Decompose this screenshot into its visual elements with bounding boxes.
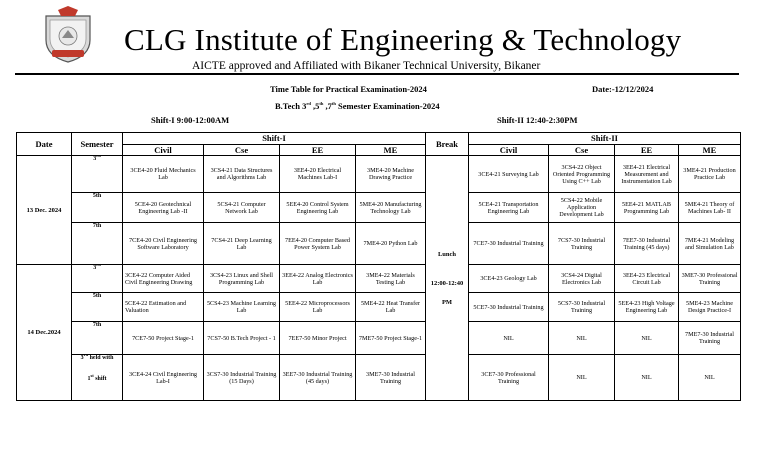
semester-cell: 3rd (72, 265, 123, 293)
exam-cell: 5ME4-22 Heat Transfer Lab (356, 293, 426, 322)
exam-cell: 5EE4-21 MATLAB Programming Lab (615, 193, 679, 223)
semester-cell: 7th (72, 322, 123, 355)
exam-cell: 3CE4-20 Fluid Mechanics Lab (123, 156, 204, 193)
header-divider (15, 73, 739, 75)
institute-name: CLG Institute of Engineering & Technology (124, 22, 682, 57)
table-row (17, 193, 741, 223)
table-row (17, 355, 741, 401)
exam-cell: 3EE4-20 Electrical Machines Lab-I (280, 156, 356, 193)
shift2-ee-header: EE (615, 145, 679, 156)
exam-cell: 7CS7-50 B.Tech Project - 1 (204, 322, 280, 355)
break-time: 12:00-12:40 (430, 279, 464, 287)
exam-cell: 3CS4-21 Data Structures and Algorithms Lab (204, 156, 280, 193)
exam-cell: 7ME4-20 Python Lab (356, 223, 426, 265)
exam-cell: 3CE4-21 Surveying Lab (469, 156, 549, 193)
shift1-timing: Shift-I 9:00-12:00AM (151, 115, 230, 125)
exam-cell: 7ME7-50 Project Stage-1 (356, 322, 426, 355)
exam-cell: 3CS4-23 Linux and Shell Programming Lab (204, 265, 280, 293)
exam-cell: 5CE4-22 Estimation and Valuation (123, 293, 204, 322)
exam-cell: 5CS4-21 Computer Network Lab (204, 193, 280, 223)
shift2-civil-header: Civil (469, 145, 549, 156)
break-lunch: Lunch (437, 250, 457, 258)
shift1-ee-header: EE (280, 145, 356, 156)
exam-cell: 5CS7-30 Industrial Training (549, 293, 615, 322)
semester-cell: 5th (72, 193, 123, 223)
exam-cell: 7EE7-50 Minor Project (280, 322, 356, 355)
exam-cell: 3ME4-22 Materials Testing Lab (356, 265, 426, 293)
institute-logo (40, 6, 96, 64)
exam-cell: 5CE4-21 Transportation Engineering Lab (469, 193, 549, 223)
exam-cell: 5EE4-22 Microprocessors Lab (280, 293, 356, 322)
exam-cell: NIL (679, 355, 741, 401)
exam-cell: 3EE7-30 Industrial Training (45 days) (280, 355, 356, 401)
shift2-me-header: ME (679, 145, 741, 156)
table-row (17, 223, 741, 265)
exam-cell: 7ME7-30 Industrial Training (679, 322, 741, 355)
exam-cell: 5CS4-23 Machine Learning Lab (204, 293, 280, 322)
exam-cell: 3CE4-22 Computer Aided Civil Engineering Drawing (123, 265, 204, 293)
exam-cell: NIL (549, 322, 615, 355)
exam-cell: 3ME7-30 Professional Training (679, 265, 741, 293)
exam-cell: 3CE4-24 Civil Engineering Lab-I (123, 355, 204, 401)
exam-cell: 7EE7-30 Industrial Training (45 days) (615, 223, 679, 265)
exam-cell: NIL (615, 355, 679, 401)
semester-cell: 3rd held with 1st shift (72, 355, 123, 401)
exam-cell: 5ME4-21 Theory of Machines Lab- II (679, 193, 741, 223)
exam-cell: 3ME7-30 Industrial Training (356, 355, 426, 401)
exam-cell: 3CE7-30 Professional Training (469, 355, 549, 401)
exam-cell: 3CS4-24 Digital Electronics Lab (549, 265, 615, 293)
exam-cell: 7CS7-30 Industrial Training (549, 223, 615, 265)
exam-cell: NIL (469, 322, 549, 355)
exam-cell: 5CE7-30 Industrial Training (469, 293, 549, 322)
exam-cell: 7EE4-20 Computer Based Power System Lab (280, 223, 356, 265)
exam-cell: 3ME4-21 Production Practice Lab (679, 156, 741, 193)
semester-header: Semester (72, 133, 123, 156)
shift2-header: Shift-II (469, 133, 741, 145)
date-header: Date (17, 133, 72, 156)
shift2-timing: Shift-II 12:40-2:30PM (497, 115, 578, 125)
exam-cell: NIL (615, 322, 679, 355)
shift1-header: Shift-I (123, 133, 426, 145)
shift1-civil-header: Civil (123, 145, 204, 156)
page-header (0, 0, 768, 75)
table-row (17, 293, 741, 322)
exam-cell: 5CE4-20 Geotechnical Engineering Lab -II (123, 193, 204, 223)
exam-cell: 3CS4-22 Object Oriented Programming Using C++ Lab (549, 156, 615, 193)
exam-cell: 3EE4-23 Electrical Circuit Lab (615, 265, 679, 293)
semester-cell: 7th (72, 223, 123, 265)
shift1-me-header: ME (356, 145, 426, 156)
exam-cell: 5CS4-22 Mobile Application Development Lab (549, 193, 615, 223)
break-pm: PM (441, 298, 453, 306)
exam-cell: 3ME4-20 Machine Drawing Practice (356, 156, 426, 193)
semester-cell: 5th (72, 293, 123, 322)
exam-cell: 5EE4-23 High Voltage Engineering Lab (615, 293, 679, 322)
exam-cell: 3CS7-30 Industrial Training (15 Days) (204, 355, 280, 401)
date-cell: 13 Dec. 2024 (17, 156, 72, 265)
exam-title: Time Table for Practical Examination-2024 (270, 84, 427, 94)
exam-cell: 7CE7-50 Project Stage-1 (123, 322, 204, 355)
date-cell: 14 Dec.2024 (17, 265, 72, 401)
exam-cell: 5ME4-20 Manufacturing Technology Lab (356, 193, 426, 223)
exam-date: Date:-12/12/2024 (592, 84, 654, 94)
exam-cell: 3EE4-21 Electrical Measurement and Instrumentation Lab (615, 156, 679, 193)
affiliation-text: AICTE approved and Affiliated with Bikaner Technical University, Bikaner (192, 60, 541, 72)
timetable (16, 132, 741, 401)
break-header: Break (426, 133, 469, 156)
semester-cell: 3rd (72, 156, 123, 193)
break-cell (426, 156, 469, 401)
exam-subtitle: B.Tech 3rd ,5th ,7th Semester Examination-2024 (275, 101, 440, 111)
exam-cell: 5ME4-23 Machine Design Practice-I (679, 293, 741, 322)
table-row (17, 156, 741, 193)
shift1-cse-header: Cse (204, 145, 280, 156)
exam-cell: 3EE4-22 Analog Electronics Lab (280, 265, 356, 293)
table-row (17, 322, 741, 355)
shift2-cse-header: Cse (549, 145, 615, 156)
exam-cell: 7CE4-20 Civil Engineering Software Laboratory (123, 223, 204, 265)
exam-cell: 7CS4-21 Deep Learning Lab (204, 223, 280, 265)
exam-cell: 7CE7-30 Industrial Training (469, 223, 549, 265)
table-row (17, 265, 741, 293)
exam-cell: 5EE4-20 Control System Engineering Lab (280, 193, 356, 223)
exam-cell: 7ME4-21 Modeling and Simulation Lab (679, 223, 741, 265)
exam-cell: NIL (549, 355, 615, 401)
exam-cell: 3CE4-23 Geology Lab (469, 265, 549, 293)
